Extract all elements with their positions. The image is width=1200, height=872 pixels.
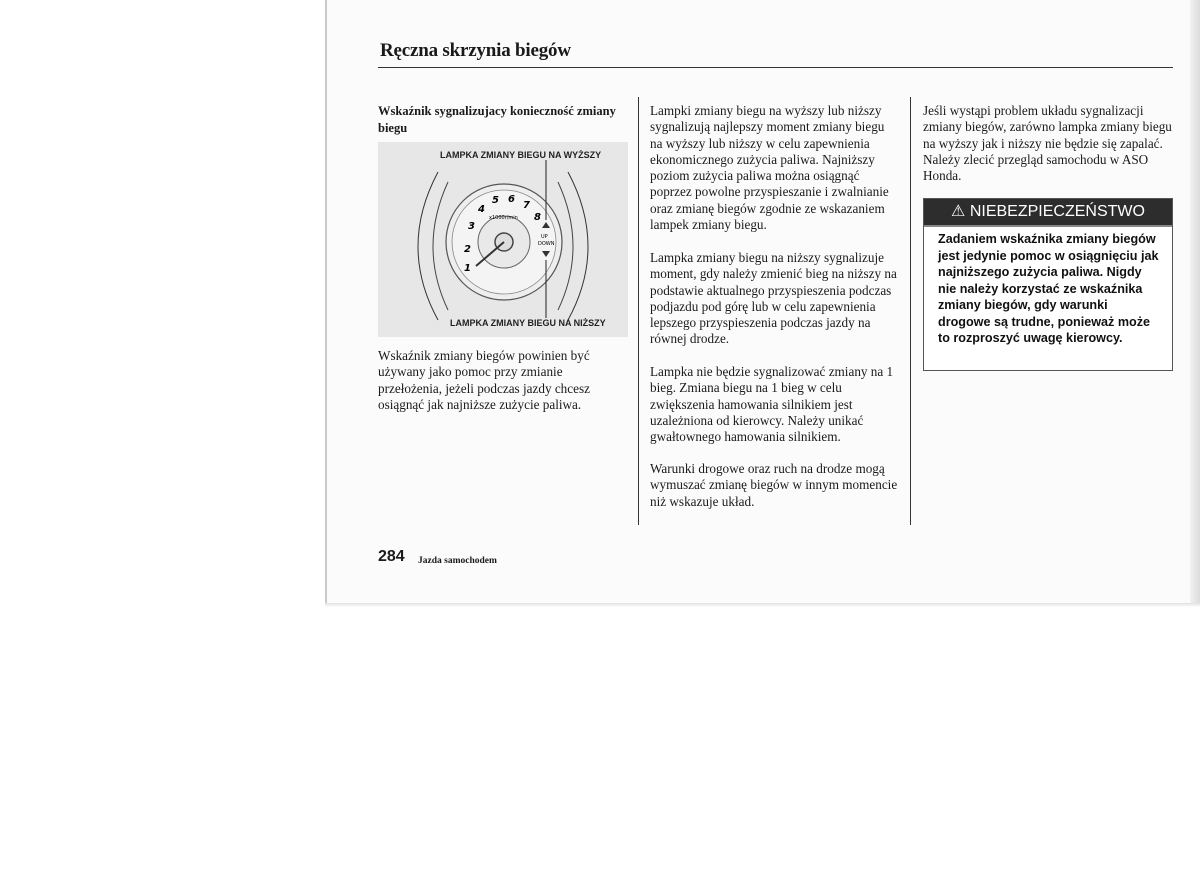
gauge-unit: x1000r/min — [489, 215, 518, 221]
gauge-number-7: 7 — [523, 200, 530, 211]
col1-paragraph: Wskaźnik zmiany biegów powinien być używany jako pomoc przy zmianie przełożenia, jeżeli podczas jazdy chcesz osiągnąć jak najniższe zużycie paliwa. — [378, 348, 590, 412]
gauge-figure — [378, 142, 628, 337]
col2-paragraph-1: Lampki zmiany biegu na wyższy lub niższy sygnalizują najlepszy moment zmiany biegu na wyższy lub niższy w celu zapewnienia ekonomicznego zużycia paliwa. Najniższy poziom zużycia paliwa można osiągnąć poprzez powolne przyspieszanie i zwalnianie oraz zmianę biegów zgodnie ze wskazaniem lampek zmiany biegu. — [650, 103, 889, 233]
danger-text: Zadaniem wskaźnika zmiany biegów jest jedynie pomoc w osiągnięciu jak najniższego zużycia paliwa. Nigdy nie należy korzystać ze wskaźnika zmiany biegów, gdy warunki drogowe są trudne, ponieważ może to rozproszyć uwagę kierowcy. — [938, 232, 1159, 345]
gauge-down-label: DOWN — [538, 241, 555, 247]
page-number: 284 — [378, 548, 405, 565]
col2-paragraph-2: Lampka zmiany biegu na niższy sygnalizuje moment, gdy należy zmienić bieg na niższy na podstawie aktualnego przyspieszenia podczas podjazdu pod górę lub w celu zapewnienia lepszego przyspieszenia podczas jazdy na równej drodze. — [650, 250, 897, 347]
label-downshift-lamp: LAMPKA ZMIANY BIEGU NA NIŻSZY — [450, 318, 606, 328]
gauge-number-2: 2 — [464, 244, 471, 255]
warning-triangle-icon: ⚠ — [951, 203, 966, 220]
col2-paragraph-4: Warunki drogowe oraz ruch na drodze mogą wymuszać zmianę biegów w innym momencie niż wskazuje układ. — [650, 461, 898, 509]
page-edge — [1190, 0, 1200, 603]
col3-paragraph-1: Jeśli wystąpi problem układu sygnalizacji zmiany biegów, zarówno lampka zmiany biegu na wyższy jak i niższy nie będzie się zapalać. Należy zlecić przegląd samochodu w ASO Honda. — [923, 103, 1172, 184]
gauge-number-6: 6 — [508, 194, 515, 205]
column-divider-2 — [910, 97, 911, 525]
gauge-number-8: 8 — [534, 212, 541, 223]
label-upshift-lamp: LAMPKA ZMIANY BIEGU NA WYŻSZY — [440, 150, 602, 160]
gauge-up-label: UP — [541, 234, 548, 240]
page-title: Ręczna skrzynia biegów — [380, 40, 571, 61]
section-heading: Wskaźnik sygnalizujacy konieczność zmiany biegu — [378, 104, 616, 135]
col2-paragraph-3: Lampka nie będzie sygnalizować zmiany na 1 bieg. Zmiana biegu na 1 bieg w celu zwiększenia hamowania silnikiem jest uzależniona od kierowcy. Należy unikać gwałtownego hamowania silnikiem. — [650, 364, 894, 445]
outer-arc-right — [568, 172, 588, 320]
danger-box — [923, 198, 1173, 371]
gauge-number-1: 1 — [464, 263, 471, 274]
title-divider — [378, 67, 1173, 68]
gauge-number-5: 5 — [492, 195, 499, 206]
gauge-number-4: 4 — [478, 204, 485, 215]
page-bottom-shadow — [325, 603, 1200, 607]
tachometer-illustration — [378, 142, 628, 337]
danger-title: NIEBEZPIECZEŃSTWO — [969, 203, 1145, 220]
column-divider-1 — [638, 97, 639, 525]
danger-header — [924, 199, 1172, 227]
outer-arc-left — [418, 172, 438, 320]
gauge-number-3: 3 — [468, 221, 475, 232]
footer-section: Jazda samochodem — [418, 556, 497, 566]
